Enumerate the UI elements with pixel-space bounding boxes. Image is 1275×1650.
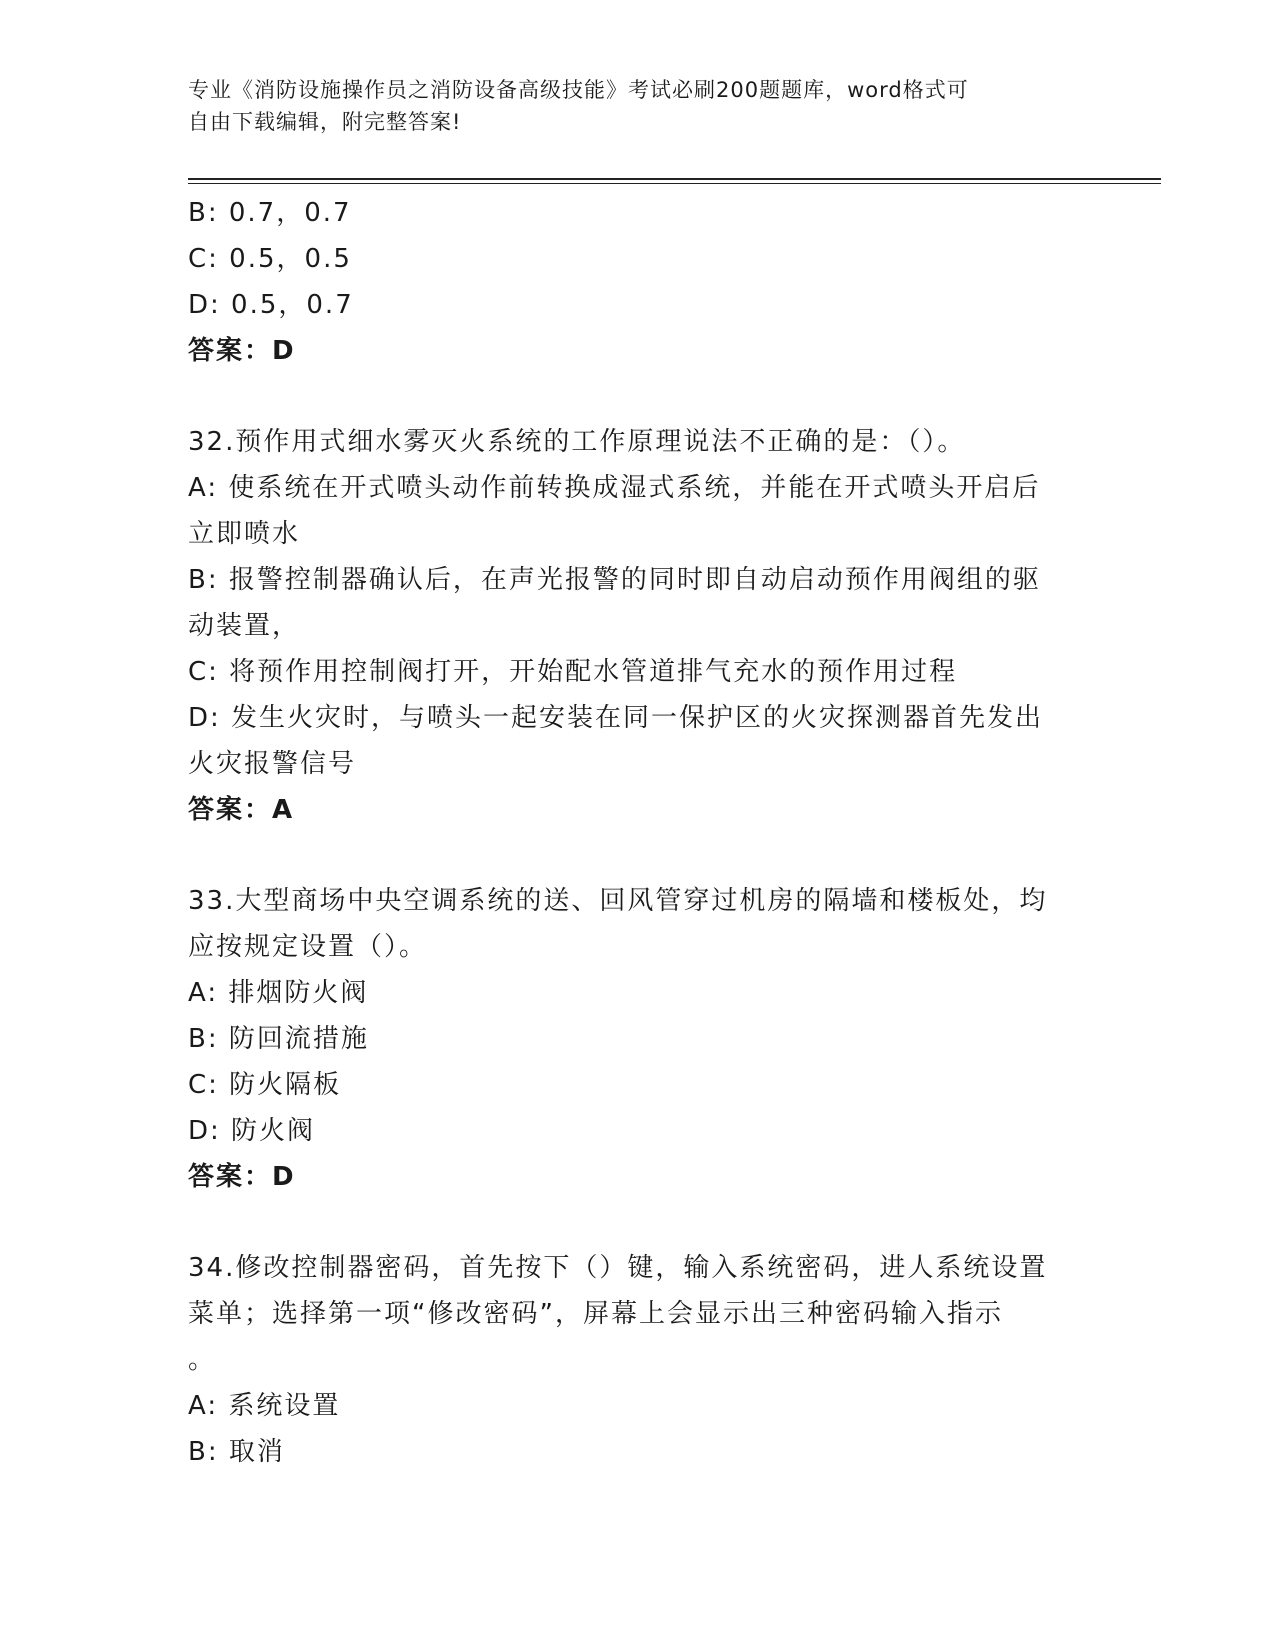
header-divider-thick bbox=[188, 178, 1161, 180]
option-line: A: 使系统在开式喷头动作前转换成湿式系统，并能在开式喷头开启后 bbox=[188, 473, 1041, 503]
option-line: C: 防火隔板 bbox=[188, 1070, 342, 1100]
question-34 bbox=[188, 1245, 1088, 1475]
question-stem: 应按规定设置（）。 bbox=[188, 932, 428, 962]
spacer bbox=[188, 374, 1088, 419]
option-line: A: 排烟防火阀 bbox=[188, 978, 369, 1008]
prev-question bbox=[188, 190, 1088, 374]
option-line: D: 防火阀 bbox=[188, 1116, 316, 1146]
spacer bbox=[188, 833, 1088, 878]
option-line: D: 发生火灾时，与喷头一起安装在同一保护区的火灾探测器首先发出 bbox=[188, 703, 1044, 733]
option-line: 火灾报警信号 bbox=[188, 749, 357, 779]
header-divider-thin bbox=[188, 183, 1161, 184]
answer-line: 答案：D bbox=[188, 336, 296, 366]
question-stem: 33.大型商场中央空调系统的送、回风管穿过机房的隔墙和楼板处，均 bbox=[188, 886, 1048, 916]
option-line: A: 系统设置 bbox=[188, 1391, 341, 1421]
answer-line: 答案：D bbox=[188, 1162, 296, 1192]
option-line: B: 取消 bbox=[188, 1437, 285, 1467]
question-stem: 32.预作用式细水雾灭火系统的工作原理说法不正确的是：（）。 bbox=[188, 427, 966, 457]
question-stem: 菜单；选择第一项“修改密码”，屏幕上会显示出三种密码输入指示 bbox=[188, 1299, 1003, 1329]
question-content bbox=[188, 190, 1088, 1475]
option-line: D: 0.5，0.7 bbox=[188, 290, 354, 320]
option-line: 立即喷水 bbox=[188, 519, 301, 549]
question-stem: 。 bbox=[188, 1345, 217, 1375]
option-line: C: 将预作用控制阀打开，开始配水管道排气充水的预作用过程 bbox=[188, 657, 958, 687]
question-33 bbox=[188, 878, 1088, 1200]
option-line: B: 防回流措施 bbox=[188, 1024, 369, 1054]
spacer bbox=[188, 1200, 1088, 1245]
question-32 bbox=[188, 419, 1088, 833]
header-line-2: 自由下载编辑，附完整答案! bbox=[188, 110, 462, 134]
option-line: B: 0.7，0.7 bbox=[188, 198, 352, 228]
option-line: B: 报警控制器确认后，在声光报警的同时即自动启动预作用阀组的驱 bbox=[188, 565, 1041, 595]
option-line: 动装置， bbox=[188, 611, 301, 641]
header-line-1: 专业《消防设施操作员之消防设备高级技能》考试必刷200题题库，word格式可 bbox=[188, 78, 969, 102]
question-stem: 34.修改控制器密码，首先按下（）键，输入系统密码，进人系统设置 bbox=[188, 1253, 1048, 1283]
answer-line: 答案：A bbox=[188, 795, 295, 825]
option-line: C: 0.5，0.5 bbox=[188, 244, 352, 274]
document-header bbox=[188, 74, 1068, 138]
